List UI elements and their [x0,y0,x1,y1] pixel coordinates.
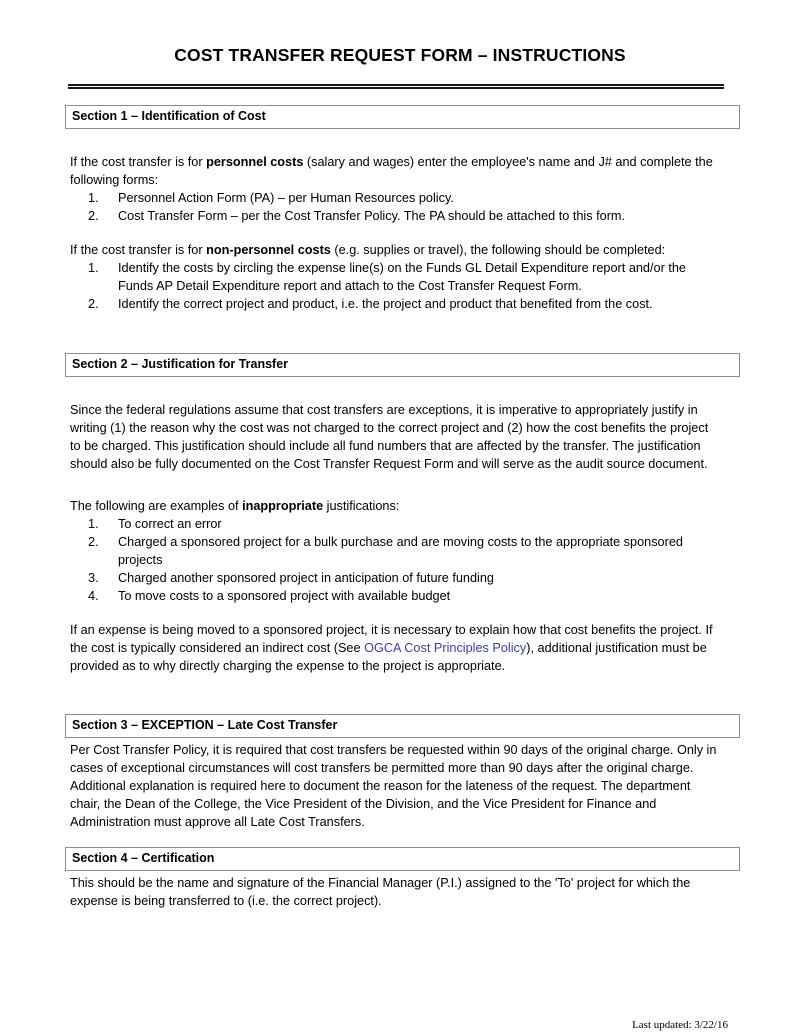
spacer [0,705,800,714]
late-transfer-paragraph: Per Cost Transfer Policy, it is required that cost transfers be requested within 90 days of the original charge. Only in cases of exceptional circumstances will cost transfers be permitted more than 90 days after the original charge. Additional explanation is required here to document the reason for the lateness of the request. The department chair, the Dean of the College, the Vice President of the Division, and the Vice President for Finance and Administration must approve all Late Cost Transfers. [70,742,717,830]
list-item: Charged a sponsored project for a bulk purchase and are moving costs to the appropriate sponsored projects [118,534,683,567]
section-header-4: Section 4 – Certification [65,847,740,871]
personnel-costs-bold: personnel costs [206,155,304,170]
nonpersonnel-steps-list [70,259,720,313]
list-item: To move costs to a sponsored project with available budget [118,588,451,603]
justification-paragraph: Since the federal regulations assume that cost transfers are exceptions, it is imperative to appropriately justify in writing (1) the reason why the cost was not charged to the correct project and (2) how the cost benefits the project to be charged. This justification should include all fund numbers that are affected by the transfer. The justification should also be fully documented on the Cost Transfer Request Form and will serve as the audit source document. [70,402,709,471]
spacer [0,675,800,705]
ogca-cost-principles-policy-link[interactable]: OGCA Cost Principles Policy [364,640,527,655]
spacer [70,473,720,497]
inappropriate-examples-list [70,515,720,605]
section-4-body [70,874,720,910]
spacer [0,89,800,105]
nonpersonnel-intro-paragraph [70,241,720,259]
personnel-intro-paragraph [70,153,720,189]
list-item: Personnel Action Form (PA) – per Human Resources policy. [118,191,454,206]
section-header-2: Section 2 – Justification for Transfer [65,353,740,377]
closing-pre-text: If an expense is being moved to a sponsored project, it is necessary to explain how that cost benefits the project. If the cost is typically considered an indirect cost (See [70,622,713,655]
section-1-body [70,153,720,313]
spacer [70,225,720,241]
spacer [0,344,800,353]
nonpersonnel-costs-bold: non-personnel costs [206,243,331,258]
spacer [0,129,800,153]
nonpersonnel-intro-post: (e.g. supplies or travel), the following should be completed: [330,243,666,258]
section-3-body [70,741,720,831]
inappropriate-bold: inappropriate [242,498,324,513]
certification-paragraph: This should be the name and signature of the Financial Manager (P.I.) assigned to the 'To' project for which the expense is being transferred to (i.e. the correct project). [70,876,691,909]
spacer [70,605,720,621]
personnel-intro-pre: If the cost transfer is for [70,155,207,170]
spacer [0,314,800,344]
list-item: Charged another sponsored project in anticipation of future funding [118,570,494,585]
footer-last-updated: Last updated: 3/22/16 [632,1019,728,1031]
spacer [0,831,800,847]
section-header-3: Section 3 – EXCEPTION – Late Cost Transfer [65,714,740,738]
page-title: COST TRANSFER REQUEST FORM – INSTRUCTIONS [174,45,626,65]
list-item: To correct an error [118,516,222,531]
examples-intro-post: justifications: [323,498,400,513]
closing-post-text: ), additional justification must be provided as to why directly charging the expense to the project is appropriate. [70,640,707,673]
spacer [0,377,800,401]
inappropriate-examples-intro [70,497,720,515]
list-item: Identify the correct project and product, i.e. the project and product that benefited from the cost. [118,297,653,312]
section-header-1: Section 1 – Identification of Cost [65,105,740,129]
section-2-body [70,401,720,675]
list-item: Cost Transfer Form – per the Cost Transfer Policy. The PA should be attached to this form. [118,209,626,224]
personnel-forms-list [70,189,720,225]
indirect-cost-paragraph [70,621,720,675]
personnel-intro-post: (salary and wages) enter the employee's name and J# and complete the following forms: [70,155,713,188]
examples-intro-pre: The following are examples of [70,498,243,513]
list-item: Identify the costs by circling the expense line(s) on the Funds GL Detail Expenditure report and/or the Funds AP Detail Expenditure report and attach to the Cost Transfer Request Form. [118,261,686,294]
nonpersonnel-intro-pre: If the cost transfer is for [70,243,207,258]
